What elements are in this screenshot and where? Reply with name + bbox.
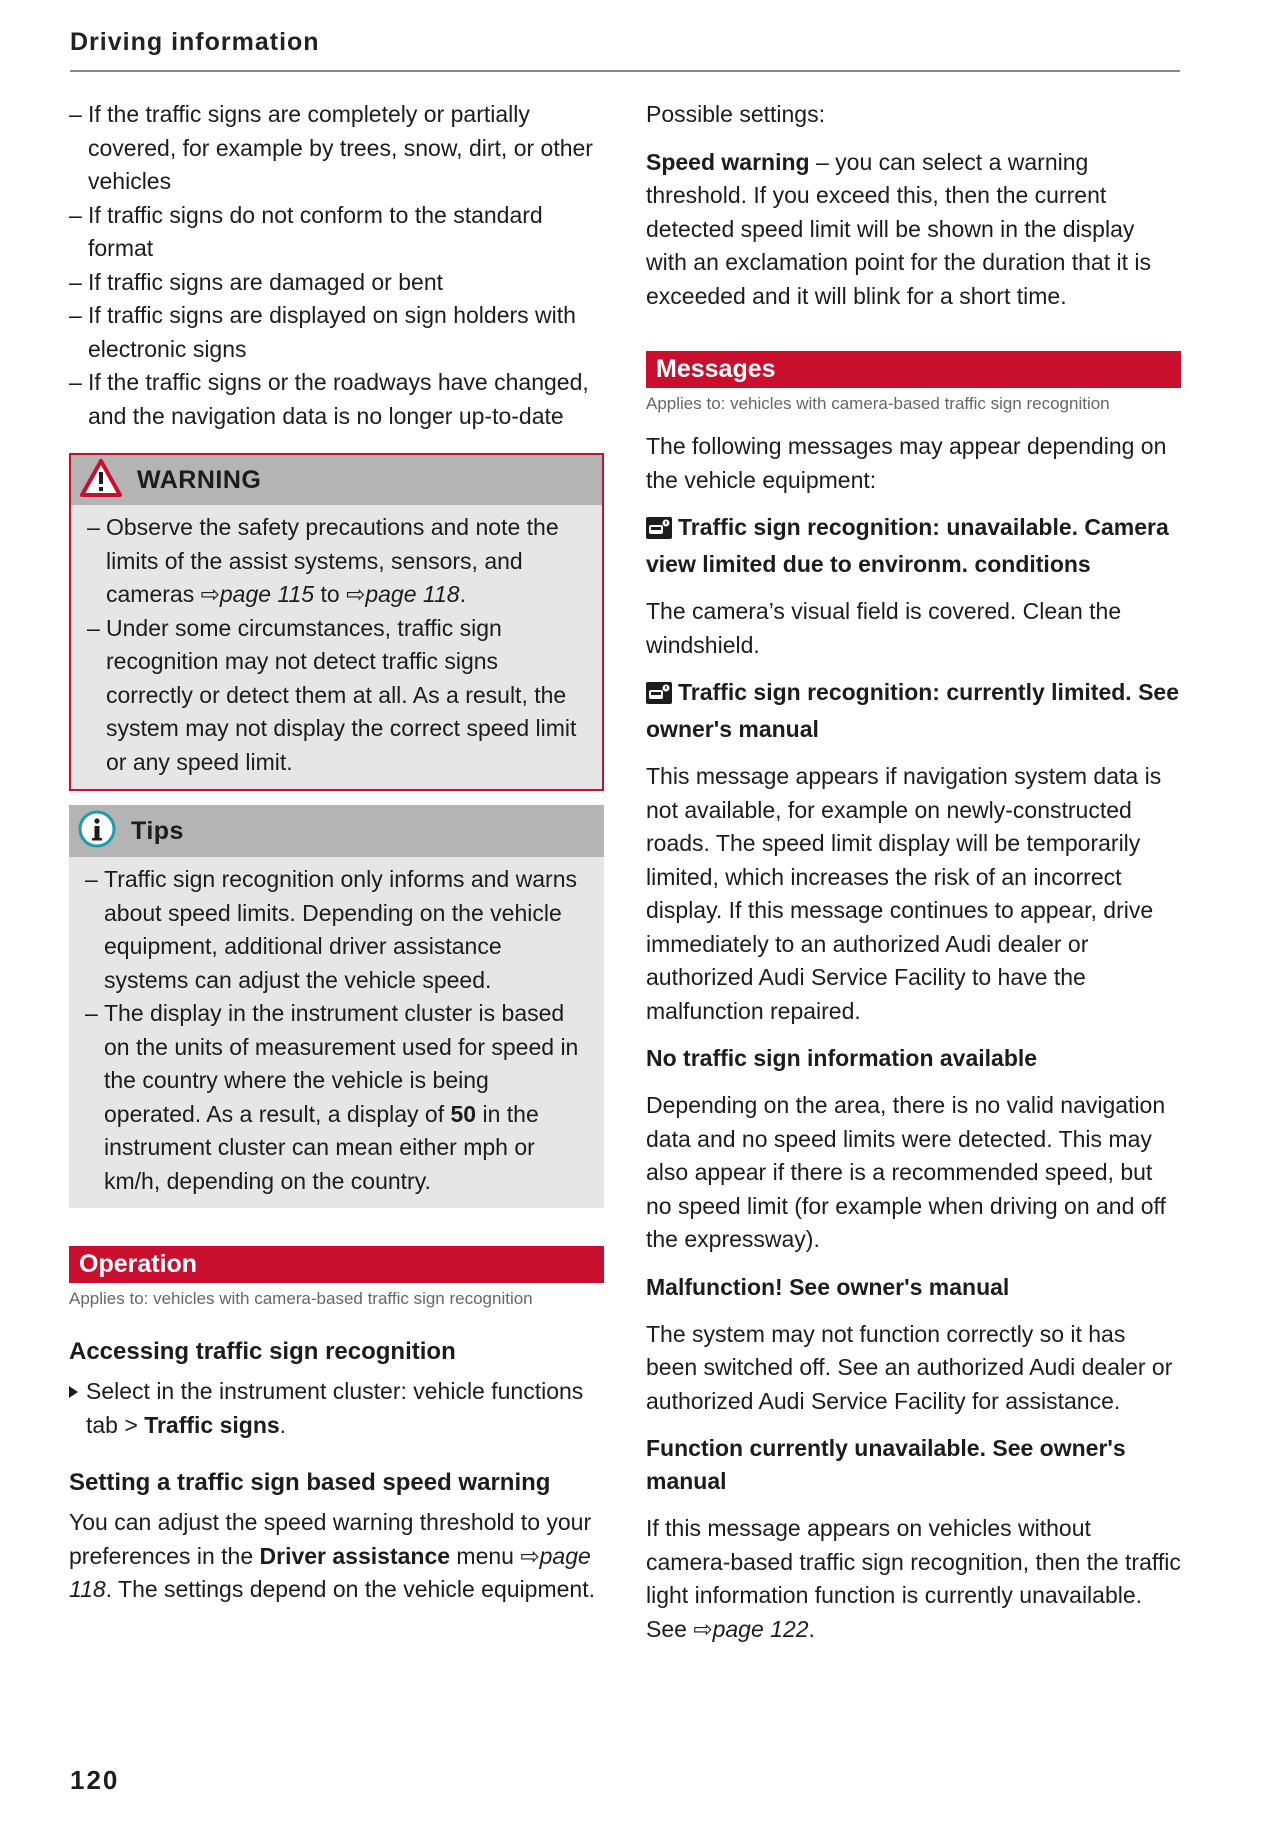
warning-header: [71, 455, 602, 505]
step-arrow-icon: [69, 1386, 78, 1398]
tips-header: [69, 805, 604, 857]
list-item: – If the traffic signs are completely or partially covered, for example by trees, snow, dirt, or other vehicles: [69, 98, 604, 199]
right-column: [646, 98, 1181, 1646]
page-link[interactable]: ⇨page 115: [200, 581, 315, 607]
list-item: – If traffic signs are damaged or bent: [69, 266, 604, 300]
message-text: Depending on the area, there is no valid navigation data and no speed limits were detected. This may also appear if there is a recommended speed, but no speed limit (for example when driving on and off the expressway).: [646, 1092, 1166, 1252]
warning-box: [69, 453, 604, 791]
setting-heading: Setting a traffic sign based speed warning: [69, 1469, 551, 1496]
messages-intro: The following messages may appear depending on the vehicle equipment:: [646, 433, 1167, 493]
page-link[interactable]: ⇨page 122: [693, 1615, 809, 1642]
message-title: Traffic sign recognition: unavailable. Camera view limited due to environm. conditions: [646, 514, 1169, 577]
page-header: [70, 28, 1180, 72]
message-title: Traffic sign recognition: currently limited. See owner's manual: [646, 679, 1179, 742]
condition-list: [69, 98, 604, 433]
message-text: The system may not function correctly so it has been switched off. See an authorized Audi dealer or authorized Audi Service Facility for assistance.: [646, 1320, 1173, 1414]
warning-item: – Observe the safety precautions and note the limits of the assist systems, sensors, and cameras ⇨page 115 to ⇨page 118.: [87, 511, 584, 612]
tips-body: [69, 857, 604, 1208]
warning-item: – Under some circumstances, traffic sign recognition may not detect traffic signs correctly or detect them at all. As a result, the system may not display the correct speed limit or any speed limit.: [87, 612, 584, 780]
section-title: Driving information: [70, 28, 320, 56]
warning-title: WARNING: [137, 465, 262, 494]
accessing-heading: Accessing traffic sign recognition: [69, 1338, 456, 1365]
setting-paragraph: You can adjust the speed warning threshold to your preferences in the Driver assistance menu ⇨page 118. The settings depend on the vehicle equipment.: [69, 1509, 595, 1602]
message-title: Malfunction! See owner's manual: [646, 1273, 1010, 1300]
message-text: If this message appears on vehicles without camera-based traffic sign recognition, then the traffic light information function is currently unavailable. See ⇨page 122.: [646, 1515, 1181, 1642]
message-title: No traffic sign information available: [646, 1045, 1038, 1071]
info-icon: [77, 809, 117, 854]
applies-note: Applies to: vehicles with camera-based traffic sign recognition: [646, 394, 1110, 413]
list-item: – If the traffic signs or the roadways have changed, and the navigation data is no longer up-to-date: [69, 366, 604, 433]
message-title: Function currently unavailable. See owner's manual: [646, 1435, 1126, 1494]
page-link[interactable]: ⇨page 118: [346, 581, 460, 607]
camera-warning-icon: [646, 515, 672, 548]
warning-body: [71, 505, 602, 789]
camera-warning-icon: [646, 680, 672, 713]
tips-title: Tips: [131, 816, 184, 845]
possible-settings: Possible settings:: [646, 101, 825, 127]
tips-box: [69, 805, 604, 1208]
applies-note: Applies to: vehicles with camera-based traffic sign recognition: [69, 1289, 533, 1308]
speed-warning-paragraph: Speed warning – you can select a warning threshold. If you exceed this, then the current detected speed limit will be shown in the display with an exclamation point for the duration that it is exceeded and it will blink for a short time.: [646, 148, 1152, 309]
list-item: – If traffic signs do not conform to the standard format: [69, 199, 604, 266]
left-column: [69, 98, 604, 1607]
messages-heading: Messages: [646, 351, 1181, 388]
page-number: 120: [70, 1765, 120, 1795]
message-text: This message appears if navigation system data is not available, for example on newly-constructed roads. The speed limit display will be temporarily limited, which increases the risk of an incorrect display. If this message continues to appear, drive immediately to an authorized Audi dealer or authorized Audi Service Facility to have the malfunction repaired.: [646, 763, 1162, 1024]
instruction-step: Select in the instrument cluster: vehicle functions tab > Traffic signs.: [69, 1375, 604, 1442]
message-text: The camera’s visual field is covered. Clean the windshield.: [646, 598, 1122, 658]
tips-item: – Traffic sign recognition only informs and warns about speed limits. Depending on the vehicle equipment, additional driver assistance systems can adjust the vehicle speed.: [85, 863, 586, 997]
warning-triangle-icon: [79, 458, 123, 503]
list-item: – If traffic signs are displayed on sign holders with electronic signs: [69, 299, 604, 366]
tips-item: – The display in the instrument cluster is based on the units of measurement used for speed in the country where the vehicle is being operated. As a result, a display of 50 in the instrument cluster can mean either mph or km/h, depending on the country.: [85, 997, 586, 1198]
operation-heading: Operation: [69, 1246, 604, 1283]
page-link[interactable]: ⇨page 118: [69, 1542, 591, 1602]
